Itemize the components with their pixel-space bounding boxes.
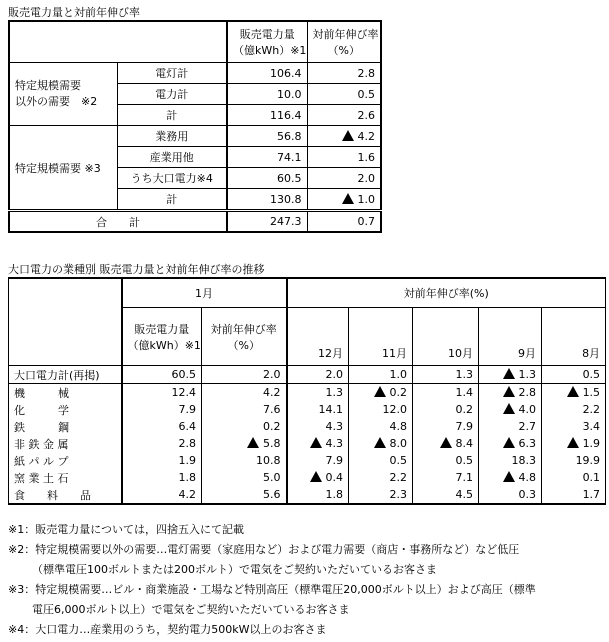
rate-value: 0.3 [518, 488, 536, 501]
header-month: 9月 [479, 308, 542, 366]
rate-value: 4.8 [389, 420, 407, 433]
row-rate [202, 452, 287, 469]
month-rate [542, 435, 606, 452]
month-rate [542, 469, 606, 486]
header-volume-label: 販売電力量 [134, 322, 190, 336]
rate-value: 1.3 [325, 386, 343, 399]
total-volume: 247.3 [227, 211, 307, 233]
table-row [9, 63, 381, 84]
header-month: 10月 [413, 308, 479, 366]
month-rate [287, 452, 349, 469]
rate-value: 2.7 [518, 420, 536, 433]
month-rate [349, 366, 413, 384]
sales-volume-table [8, 20, 382, 233]
row-volume: 130.8 [227, 189, 307, 211]
rate-value: 2.0 [263, 368, 281, 381]
month-rate [479, 384, 542, 402]
rate-value: 1.8 [325, 488, 343, 501]
month-rate [349, 418, 413, 435]
month-rate [542, 486, 606, 504]
month-rate [413, 435, 479, 452]
header-rate-label: 対前年伸び率 [312, 28, 379, 41]
rate-value: 1.9 [582, 437, 601, 450]
row-rate: 2.6 [307, 105, 381, 126]
table-row [9, 452, 606, 469]
table2-header-row1 [9, 278, 606, 308]
row-volume: 10.0 [227, 84, 307, 105]
header-volume-unit: （億kWh）※1 [233, 44, 307, 57]
row-rate [202, 366, 287, 384]
month-rate [413, 366, 479, 384]
row-volume: 6.4 [122, 418, 202, 435]
footnotes [8, 520, 606, 640]
rate-value: 1.7 [582, 488, 601, 501]
month-rate [349, 384, 413, 402]
row-rate: 2.8 [307, 63, 381, 84]
header-volume-unit: （億kWh）※1 [127, 338, 201, 352]
row-rate [202, 384, 287, 402]
decrease-triangle-icon [374, 386, 386, 397]
rate-value: 4.5 [455, 488, 473, 501]
table-row [9, 486, 606, 504]
row-label: 電灯計 [117, 63, 227, 84]
group1-label [9, 63, 117, 126]
rate-value: 0.2 [389, 386, 407, 399]
rate-value: 0.4 [325, 471, 343, 484]
decrease-triangle-icon [374, 437, 386, 448]
row-rate [202, 469, 287, 486]
row-label: 窯 業 土 石 [9, 469, 122, 486]
header-rate-unit: （%） [227, 338, 260, 352]
rate-value: 2.8 [518, 386, 536, 399]
month-rate [413, 452, 479, 469]
table2-body [9, 366, 606, 505]
rate-value: 5.0 [263, 471, 281, 484]
rate-value: 8.0 [389, 437, 407, 450]
month-rate [542, 366, 606, 384]
rate-value: 1.0 [389, 368, 407, 381]
header-month: 12月 [287, 308, 349, 366]
row-volume: 2.8 [122, 435, 202, 452]
row-volume: 106.4 [227, 63, 307, 84]
row-rate: 2.0 [307, 168, 381, 189]
rate-value: 19.9 [575, 454, 601, 467]
row-label: 鉄 鋼 [9, 418, 122, 435]
month-rate [287, 469, 349, 486]
row-volume: 116.4 [227, 105, 307, 126]
header-rate [202, 308, 287, 366]
row-volume: 56.8 [227, 126, 307, 147]
row-label: 電力計 [117, 84, 227, 105]
row-rate [307, 189, 381, 211]
month-rate [287, 366, 349, 384]
month-rate [479, 435, 542, 452]
month-rate [542, 452, 606, 469]
header-rate-unit: （%） [327, 44, 360, 57]
row-volume: 74.1 [227, 147, 307, 168]
row-label: 紙 パ ル プ [9, 452, 122, 469]
month-rate [479, 366, 542, 384]
row-rate [202, 435, 287, 452]
decrease-triangle-icon [440, 437, 452, 448]
row-rate [307, 126, 381, 147]
row-volume: 1.8 [122, 469, 202, 486]
rate-value: 0.2 [455, 403, 473, 416]
decrease-triangle-icon [310, 471, 322, 482]
group1-label-line2: 以外の需要 ※2 [15, 95, 98, 108]
footnote-continuation: 電圧6,000ボルト以上）で電気をご契約いただいているお客さま [32, 603, 350, 616]
rate-value: 10.8 [256, 454, 281, 467]
header-month: 11月 [349, 308, 413, 366]
rate-value: 14.1 [318, 403, 343, 416]
row-volume: 60.5 [227, 168, 307, 189]
decrease-triangle-icon [503, 386, 515, 397]
row-rate [202, 486, 287, 504]
row-rate [202, 418, 287, 435]
rate-value: 4.2 [263, 386, 281, 399]
rate-value: 0.5 [455, 454, 473, 467]
rate-value: 12.0 [382, 403, 407, 416]
rate-value: 6.3 [518, 437, 536, 450]
table1-header-row [9, 21, 381, 63]
decrease-triangle-icon [342, 193, 354, 204]
row-volume: 60.5 [122, 366, 202, 384]
row-label: 食 料 品 [9, 486, 122, 504]
header-month: 8月 [542, 308, 606, 366]
month-rate [542, 418, 606, 435]
rate-value: 2.2 [582, 403, 601, 416]
decrease-triangle-icon [503, 368, 515, 379]
decrease-triangle-icon [503, 437, 515, 448]
row-volume: 1.9 [122, 452, 202, 469]
month-rate [479, 486, 542, 504]
rate-value: 1.3 [518, 368, 536, 381]
rate-value: 1.5 [582, 386, 601, 399]
month-rate [479, 401, 542, 418]
month-rate [287, 384, 349, 402]
footnote: ※4：大口電力…産業用のうち，契約電力500kW以上のお客さま [8, 623, 327, 636]
rate-value: 2.3 [389, 488, 407, 501]
row-label: 大口電力計(再掲) [9, 366, 122, 384]
industry-sales-table [8, 277, 606, 505]
row-rate [202, 401, 287, 418]
row-label: 計 [117, 189, 227, 211]
table2-header-blank [9, 278, 122, 366]
row-label: 産業用他 [117, 147, 227, 168]
row-rate: 0.5 [307, 84, 381, 105]
month-rate [287, 418, 349, 435]
rate-value: 0.5 [389, 454, 407, 467]
rate-value: 0.5 [582, 368, 601, 381]
footnote: ※2：特定規模需要以外の需要…電灯需要（家庭用など）および電力需要（商店・事務所など）など低圧 [8, 543, 520, 556]
rate-value: 3.4 [582, 420, 601, 433]
table-row [9, 401, 606, 418]
table1-header-rate [307, 21, 381, 63]
rate-value: 7.1 [455, 471, 473, 484]
table1-header-blank [9, 21, 227, 63]
table2-title: 大口電力の業種別 販売電力量と対前年伸び率の推移 [8, 263, 265, 276]
month-rate [413, 418, 479, 435]
rate-value: 7.9 [455, 420, 473, 433]
row-volume: 7.9 [122, 401, 202, 418]
month-rate [413, 384, 479, 402]
month-rate [349, 486, 413, 504]
header-rate-label: 対前年伸び率 [210, 322, 277, 336]
rate-value: 2.0 [325, 368, 343, 381]
rate-value: 1.4 [455, 386, 473, 399]
month-rate [542, 401, 606, 418]
rate-value: 2.2 [389, 471, 407, 484]
rate-value: 0.2 [263, 420, 281, 433]
header-volume-label: 販売電力量 [239, 28, 295, 41]
rate-value: 4.8 [518, 471, 536, 484]
decrease-triangle-icon [247, 437, 259, 448]
row-label: 化 学 [9, 401, 122, 418]
row-label: 計 [117, 105, 227, 126]
month-rate [413, 486, 479, 504]
table-row [9, 384, 606, 402]
row-label: うち大口電力※4 [117, 168, 227, 189]
rate-value: 5.8 [263, 437, 281, 450]
month-rate [479, 452, 542, 469]
header-month-group: 1月 [122, 278, 287, 308]
header-volume [122, 308, 202, 366]
table-row [9, 435, 606, 452]
row-label: 非 鉄 金 属 [9, 435, 122, 452]
row-label: 業務用 [117, 126, 227, 147]
rate-value: 18.3 [511, 454, 536, 467]
month-rate [479, 469, 542, 486]
table-row [9, 469, 606, 486]
decrease-triangle-icon [567, 386, 579, 397]
month-rate [287, 435, 349, 452]
row-rate: 1.6 [307, 147, 381, 168]
rate-value: 0.1 [582, 471, 601, 484]
month-rate [349, 452, 413, 469]
table1-title: 販売電力量と対前年伸び率 [8, 6, 140, 19]
month-rate [287, 401, 349, 418]
total-rate: 0.7 [307, 211, 381, 233]
month-rate [349, 469, 413, 486]
total-row [9, 211, 381, 233]
footnote: ※3：特定規模需要…ビル・商業施設・工場など特別高圧（標準電圧20,000ボルト以上）および高圧（標準 [8, 583, 536, 596]
footnote-continuation: （標準電圧100ボルトまたは200ボルト）で電気をご契約いただいているお客さま [32, 563, 437, 576]
decrease-triangle-icon [567, 437, 579, 448]
rate-value: 1.3 [455, 368, 473, 381]
table-row [9, 366, 606, 384]
month-rate [479, 418, 542, 435]
decrease-triangle-icon [503, 471, 515, 482]
decrease-triangle-icon [342, 130, 354, 141]
row-label: 機 械 [9, 384, 122, 402]
month-rate [542, 384, 606, 402]
rate-value: 7.6 [263, 403, 281, 416]
row-volume: 12.4 [122, 384, 202, 402]
row-volume: 4.2 [122, 486, 202, 504]
rate-value: 4.0 [518, 403, 536, 416]
rate-value: 4.3 [325, 437, 343, 450]
table1-header-volume [227, 21, 307, 63]
month-rate [413, 469, 479, 486]
header-rate-group: 対前年伸び率(%) [287, 278, 606, 308]
month-rate [349, 435, 413, 452]
group1-label-line1: 特定規模需要 [15, 79, 81, 92]
group2-label: 特定規模需要 ※3 [9, 126, 117, 211]
rate-value: 5.6 [263, 488, 281, 501]
rate-value: 1.0 [357, 192, 375, 206]
month-rate [413, 401, 479, 418]
footnote: ※1：販売電力量については，四捨五入にて記載 [8, 523, 244, 536]
rate-value: 4.3 [325, 420, 343, 433]
table-row [9, 126, 381, 147]
decrease-triangle-icon [310, 437, 322, 448]
total-label: 合 計 [9, 211, 227, 233]
rate-value: 4.2 [357, 129, 375, 143]
rate-value: 8.4 [455, 437, 473, 450]
table-row [9, 418, 606, 435]
rate-value: 7.9 [325, 454, 343, 467]
month-rate [287, 486, 349, 504]
month-rate [349, 401, 413, 418]
decrease-triangle-icon [503, 403, 515, 414]
